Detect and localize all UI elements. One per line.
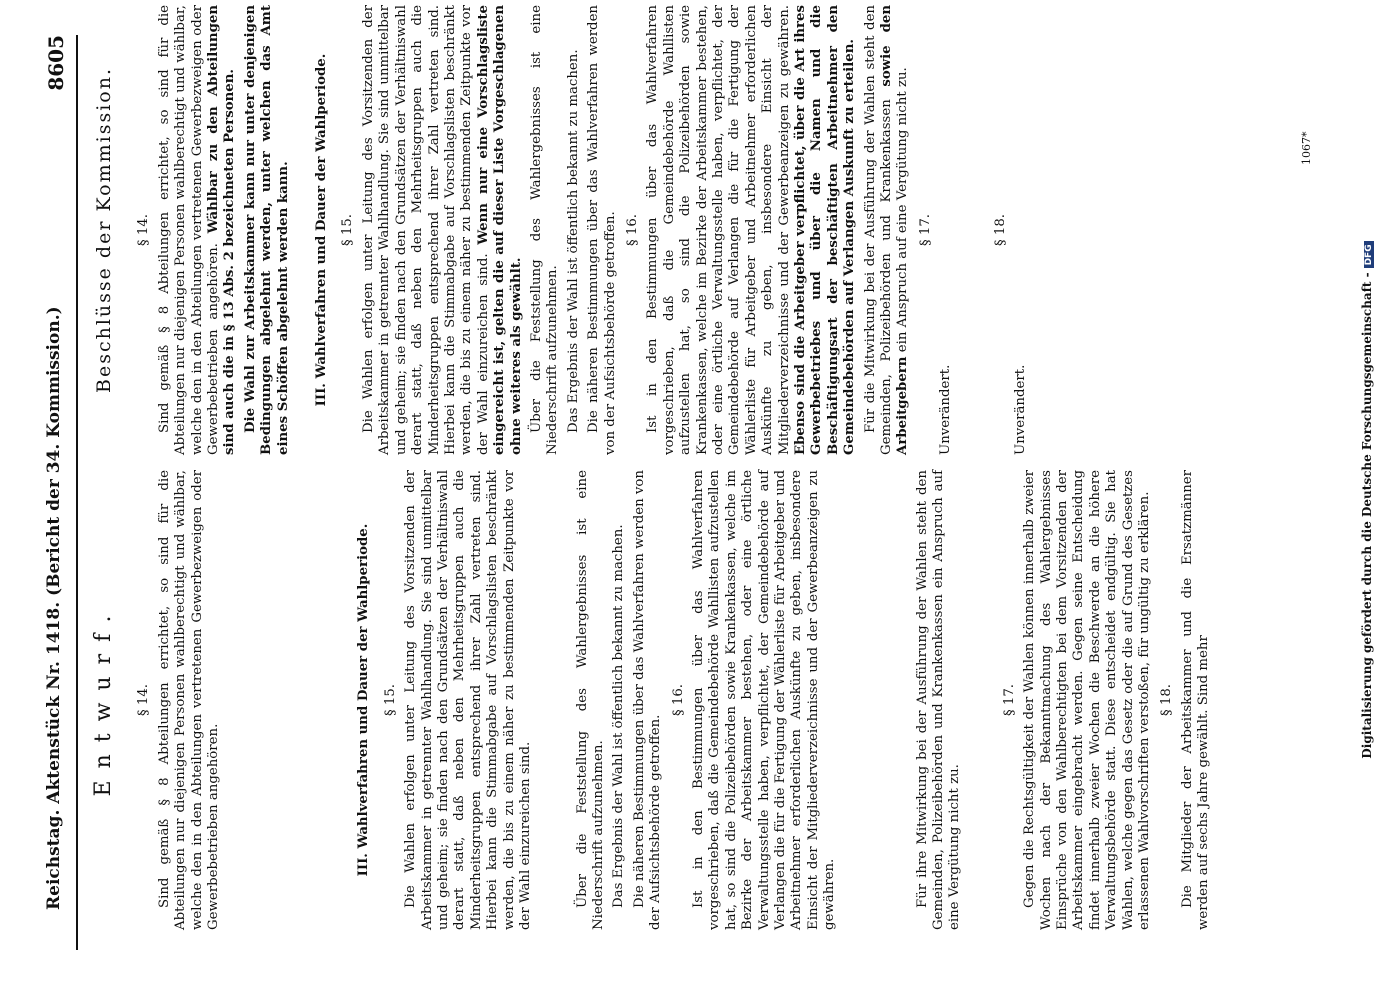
right-column <box>90 5 1034 455</box>
right-s17-text: Unverändert. <box>938 364 954 455</box>
right-s15-heading: § 15. <box>340 213 356 247</box>
side-note <box>1360 10 1374 990</box>
left-s16-text: Ist in den Bestimmungen über das Wahlverfahren vorgeschrieben, daß die Gemeindebehörde Wahllisten aufzustellen hat, so sind die Polizeibehörden sowie Krankenkassen, welche im Bezirke der Arbeitskammer bestehen, oder eine örtliche Verwaltungsstelle haben, verpflichtet, der Gemeindebehörde auf Verlangen die für die Fertigung der Wählerliste für Arbeitgeber und Arbeitnehmer erforderlichen Auskünfte zu geben, insbesondere Einsicht der Mitgliederverzeichnisse und der Gewerbeanzeigen zu gewähren. <box>690 470 838 930</box>
left-s15-text2: Über die Feststellung des Wahlergebnisses ist eine Niederschrift aufzunehmen. <box>574 470 606 930</box>
left-s16-text2: Für ihre Mitwirkung bei der Ausführung der Wahlen steht den Gemeinden, Polizeibehörden und Krankenkassen ein Anspruch auf eine Vergütung nicht zu. <box>914 470 963 930</box>
left-s14-text: Sind gemäß § 8 Abteilungen errichtet, so sind für die Abteilungen nur diejenigen Personen wahlberechtigt und wählbar, welche den in den Abteilungen vertretenen Gewerbezweigen oder Gewerbebetrieben angehören. <box>156 470 222 930</box>
left-s18-heading: § 18. <box>1159 683 1175 717</box>
right-s14-bold: Wählbar zu den Abteilungen sind auch die in § 13 Abs. 2 bezeichneten Personen. <box>206 5 238 455</box>
left-s15-heading: § 15. <box>382 683 398 717</box>
left-s17-heading: § 17. <box>1001 683 1017 717</box>
right-s18-text: Unverändert. <box>1013 364 1029 455</box>
left-title: Entwurf. <box>91 603 116 797</box>
left-s15-text4: Die näheren Bestimmungen über das Wahlverfahren werden von der Aufsichtsbehörde getroffen. <box>631 470 664 930</box>
header-rule <box>76 35 78 950</box>
left-column <box>90 470 1217 930</box>
right-s15-text4: Die näheren Bestimmungen über das Wahlverfahren werden von der Aufsichtsbehörde getroffen. <box>586 5 618 455</box>
right-s15-text2: Über die Feststellung des Wahlergebnisses ist eine Niederschrift aufzunehmen. <box>528 5 561 455</box>
side-note-text: Digitalisierung gefördert durch die Deutsche Forschungsgemeinschaft - <box>1360 272 1374 759</box>
left-s15-text3: Das Ergebnis der Wahl ist öffentlich bekannt zu machen. <box>611 524 627 908</box>
right-s14-heading: § 14. <box>136 213 152 247</box>
right-s16-heading: § 16. <box>624 213 640 247</box>
right-s16-bold2: sowie den Arbeitgebern <box>879 5 911 455</box>
right-s15-bold: Wenn nur eine Vorschlagsliste eingereicht ist, gelten die auf dieser Liste Vorgeschlagenen ohne weiteres als gewählt. <box>475 4 524 455</box>
right-s17-heading: § 17. <box>917 213 933 247</box>
right-s15-text: Die Wahlen erfolgen unter Leitung des Vorsitzenden der Arbeitskammer in getrennter Wahlhandlung. Sie sind unmittelbar und geheim; sie finden nach den Grundsätzen der Verhältniswahl derart statt, daß neben den Mehrheitsgruppen auch die Minderheitsgruppen entsprechend ihrer Zahl vertreten sind. Hierbei kann die Stimmabgabe auf Vorschlagslisten beschränkt werden, die bis zu einem näher zu bestimmenden Zeitpunkte vor der Wahl einzureichen sind. Wenn nur eine Vorschlagsliste eingereicht ist, gelten die auf dieser Liste Vorgeschlagenen ohne weiteres als gewählt. <box>360 4 524 455</box>
right-s14-bold2: Die Wahl zur Arbeitskammer kann nur unter denjenigen Bedingungen abgelehnt werden, unter welchen das Amt eines Schöffen abgelehnt werden kann. <box>242 5 291 455</box>
right-s14-text: Sind gemäß § 8 Abteilungen errichtet, so sind für die Abteilungen nur diejenigen Personen wahlberechtigt und wählbar, welche den in den Abteilungen vertretenen Gewerbezweigen oder Gewerbebetrieben angehören. Wählbar zu den Abteilungen sind auch die in § 13 Abs. 2 bezeichneten Personen. <box>156 5 238 455</box>
page-reference: 1067* <box>1300 131 1313 165</box>
right-s16-text: Ist in den Bestimmungen über das Wahlverfahren vorgeschrieben, daß die Gemeindebehörde Wahllisten aufzustellen hat, so sind die Polizeibehörden sowie Krankenkassen, welche im Bezirke der Arbeitskammer bestehen, oder eine örtliche Verwaltungsstelle haben, verpflichtet, der Gemeindebehörde auf Verlangen die für die Fertigung der Wählerliste für Arbeitgeber und Arbeitnehmer erforderlichen Auskünfte zu geben, insbesondere Einsicht der Mitgliederverzeichnisse und der Gewerbeanzeigen zu gewähren. Ebenso sind die Arbeitgeber verpflichtet, über die Art ihres Gewerbebetriebes und über die Namen und die Beschäftigungsart der beschäftigten Arbeitnehmer den Gemeindebehörden auf Verlangen Auskunft zu erteilen. <box>645 5 858 455</box>
left-s18-text: Die Mitglieder der Arbeitskammer und die Ersatzmänner werden auf sechs Jahre gewählt. Sind mehr <box>1179 470 1212 930</box>
header-title: Reichstag. Aktenstück Nr. 1418. (Bericht der 34. Kommission.) <box>44 306 64 910</box>
left-s16-heading: § 16. <box>670 683 686 717</box>
right-s18-heading: § 18. <box>992 213 1008 247</box>
dfg-logo: DFG <box>1364 241 1374 268</box>
left-s14-heading: § 14. <box>136 683 152 717</box>
right-s15-text3: Das Ergebnis der Wahl ist öffentlich bekannt zu machen. <box>565 49 581 433</box>
page-header <box>44 35 74 950</box>
right-chapter: III. Wahlverfahren und Dauer der Wahlperiode. <box>314 53 330 407</box>
right-s16-bold: Ebenso sind die Arbeitgeber verpflichtet, über die Art ihres Gewerbebetriebes und über die Namen und die Beschäftigungsart der beschäftigten Arbeitnehmer den Gemeindebehörden auf Verlangen Auskunft zu erteilen. <box>793 5 858 455</box>
right-title: Beschlüsse der Kommission. <box>93 67 115 393</box>
left-s15-text: Die Wahlen erfolgen unter Leitung des Vorsitzenden der Arbeitskammer in getrennter Wahlhandlung. Sie sind unmittelbar und geheim; sie finden nach den Grundsätzen der Verhältniswahl derart statt, daß neben den Mehrheitsgruppen auch die Minderheitsgruppen entsprechend ihrer Zahl vertreten sind. Hierbei kann die Stimmabgabe auf Vorschlagslisten beschränkt werden, die bis zu einem näher zu bestimmenden Zeitpunkte vor der Wahl einzureichen sind. <box>403 470 534 930</box>
right-s16-text2: Für die Mitwirkung bei der Ausführung der Wahlen steht den Gemeinden, Polizeibehörden und Krankenkassen sowie den Arbeitgebern ein Anspruch auf eine Vergütung nicht zu. <box>862 5 911 455</box>
page-number: 8605 <box>44 35 68 91</box>
left-s17-text: Gegen die Rechtsgültigkeit der Wahlen können innerhalb zweier Wochen nach der Bekanntmachung des Wahlergebnisses Einsprüche von den Wahlberechtigten bei dem Vorsitzenden der Arbeitskammer eingebracht werden. Gegen seine Entscheidung findet innerhalb zweier Wochen die Beschwerde an die höhere Verwaltungsbehörde statt. Diese entscheidet endgültig. Sie hat Wahlen, welche gegen das Gesetz oder die auf Grund des Gesetzes erlassenen Wahlvorschriften verstoßen, für ungültig zu erklären. <box>1022 470 1153 930</box>
left-chapter: III. Wahlverfahren und Dauer der Wahlperiode. <box>356 523 372 877</box>
